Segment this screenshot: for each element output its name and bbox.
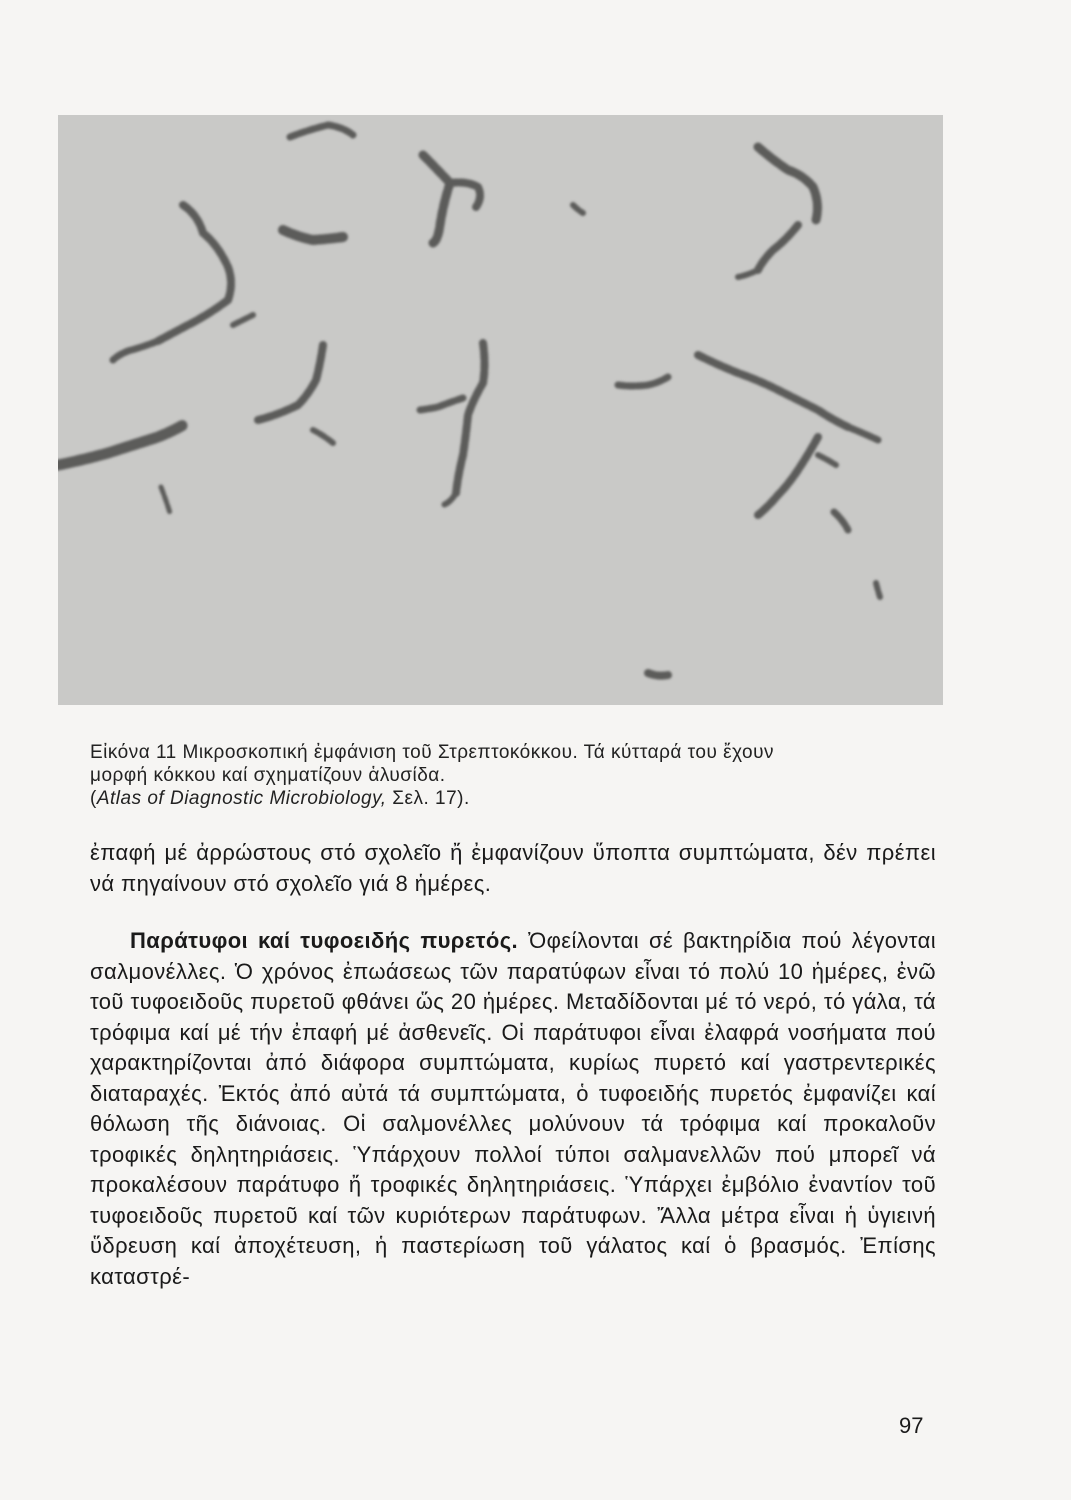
caption-source: (Atlas of Diagnostic Microbiology, Σελ. 17). <box>90 788 470 809</box>
paragraph-paratyphoid <box>90 926 936 1292</box>
source-page: Σελ. 17). <box>392 788 470 809</box>
body-text <box>90 838 936 1292</box>
figure-label: Εἰκόνα 11 <box>90 742 177 763</box>
source-title: Atlas of Diagnostic Microbiology, <box>96 788 387 809</box>
micrograph-image <box>58 115 943 705</box>
caption-line-1 <box>90 741 950 764</box>
streptococcus-micrograph <box>58 115 943 705</box>
caption-line-2: μορφή κόκκου καί σχηματίζουν ἁλυσίδα. <box>90 765 446 786</box>
figure-caption <box>90 741 950 810</box>
paragraph-paratyphoid-text: Ὀφείλονται σέ βακτηρίδια πού λέγονται σαλμονέλλες. Ὁ χρόνος ἐπωάσεως τῶν παρατύφων εἶναι τό πολύ 10 ἡμέρες, ἐνῶ τοῦ τυφοειδοῦς πυρετοῦ φθάνει ὥς 20 ἡμέρες. Μεταδίδονται μέ τό νερό, τό γάλα, τά τρόφιμα καί μέ τήν ἐπαφή μέ ἀσθενεῖς. Οἱ παράτυφοι εἶναι ἐλαφρά νοσήματα πού χαρακτηρίζονται ἀπό διάφορα συμπτώματα, κυρίως πυρετό καί γαστρεντερικές διαταραχές. Ἐκτός ἀπό αὐτά τά συμπτώματα, ὁ τυφοειδής πυρετός ἐμφανίζει καί θόλωση τῆς διάνοιας. Οἱ σαλμονέλλες μολύνουν τά τρόφιμα καί προκαλοῦν τροφικές δηλητηριάσεις. Ὑπάρχουν πολλοί τύποι σαλμανελλῶν πού μπορεῖ νά προκαλέσουν παράτυφο ἤ τροφικές δηλητηριάσεις. Ὑπάρχει ἐμβόλιο ἐναντίον τοῦ τυφοειδοῦς πυρετοῦ καί τῶν κυριότερων παράτυφων. Ἄλλα μέτρα εἶναι ἡ ὑγιεινή ὕδρευση καί ἀποχέτευση, ἡ παστερίωση τοῦ γάλατος καί ὁ βρασμός. Ἐπίσης καταστρέ- <box>90 928 936 1289</box>
section-heading-paratyphoid: Παράτυφοι καί τυφοειδής πυρετός. <box>130 928 519 953</box>
caption-text-1: Μικροσκοπική ἐμφάνιση τοῦ Στρεπτοκόκκου. Τά κύτταρά του ἔχουν <box>182 742 775 763</box>
page-number: 97 <box>899 1413 924 1438</box>
paragraph-continuation: ἐπαφή μέ ἀρρώστους στό σχολεῖο ἤ ἐμφανίζουν ὕποπτα συμπτώματα, δέν πρέπει νά πηγαίνουν στό σχολεῖο γιά 8 ἡμέρες. <box>90 840 936 896</box>
